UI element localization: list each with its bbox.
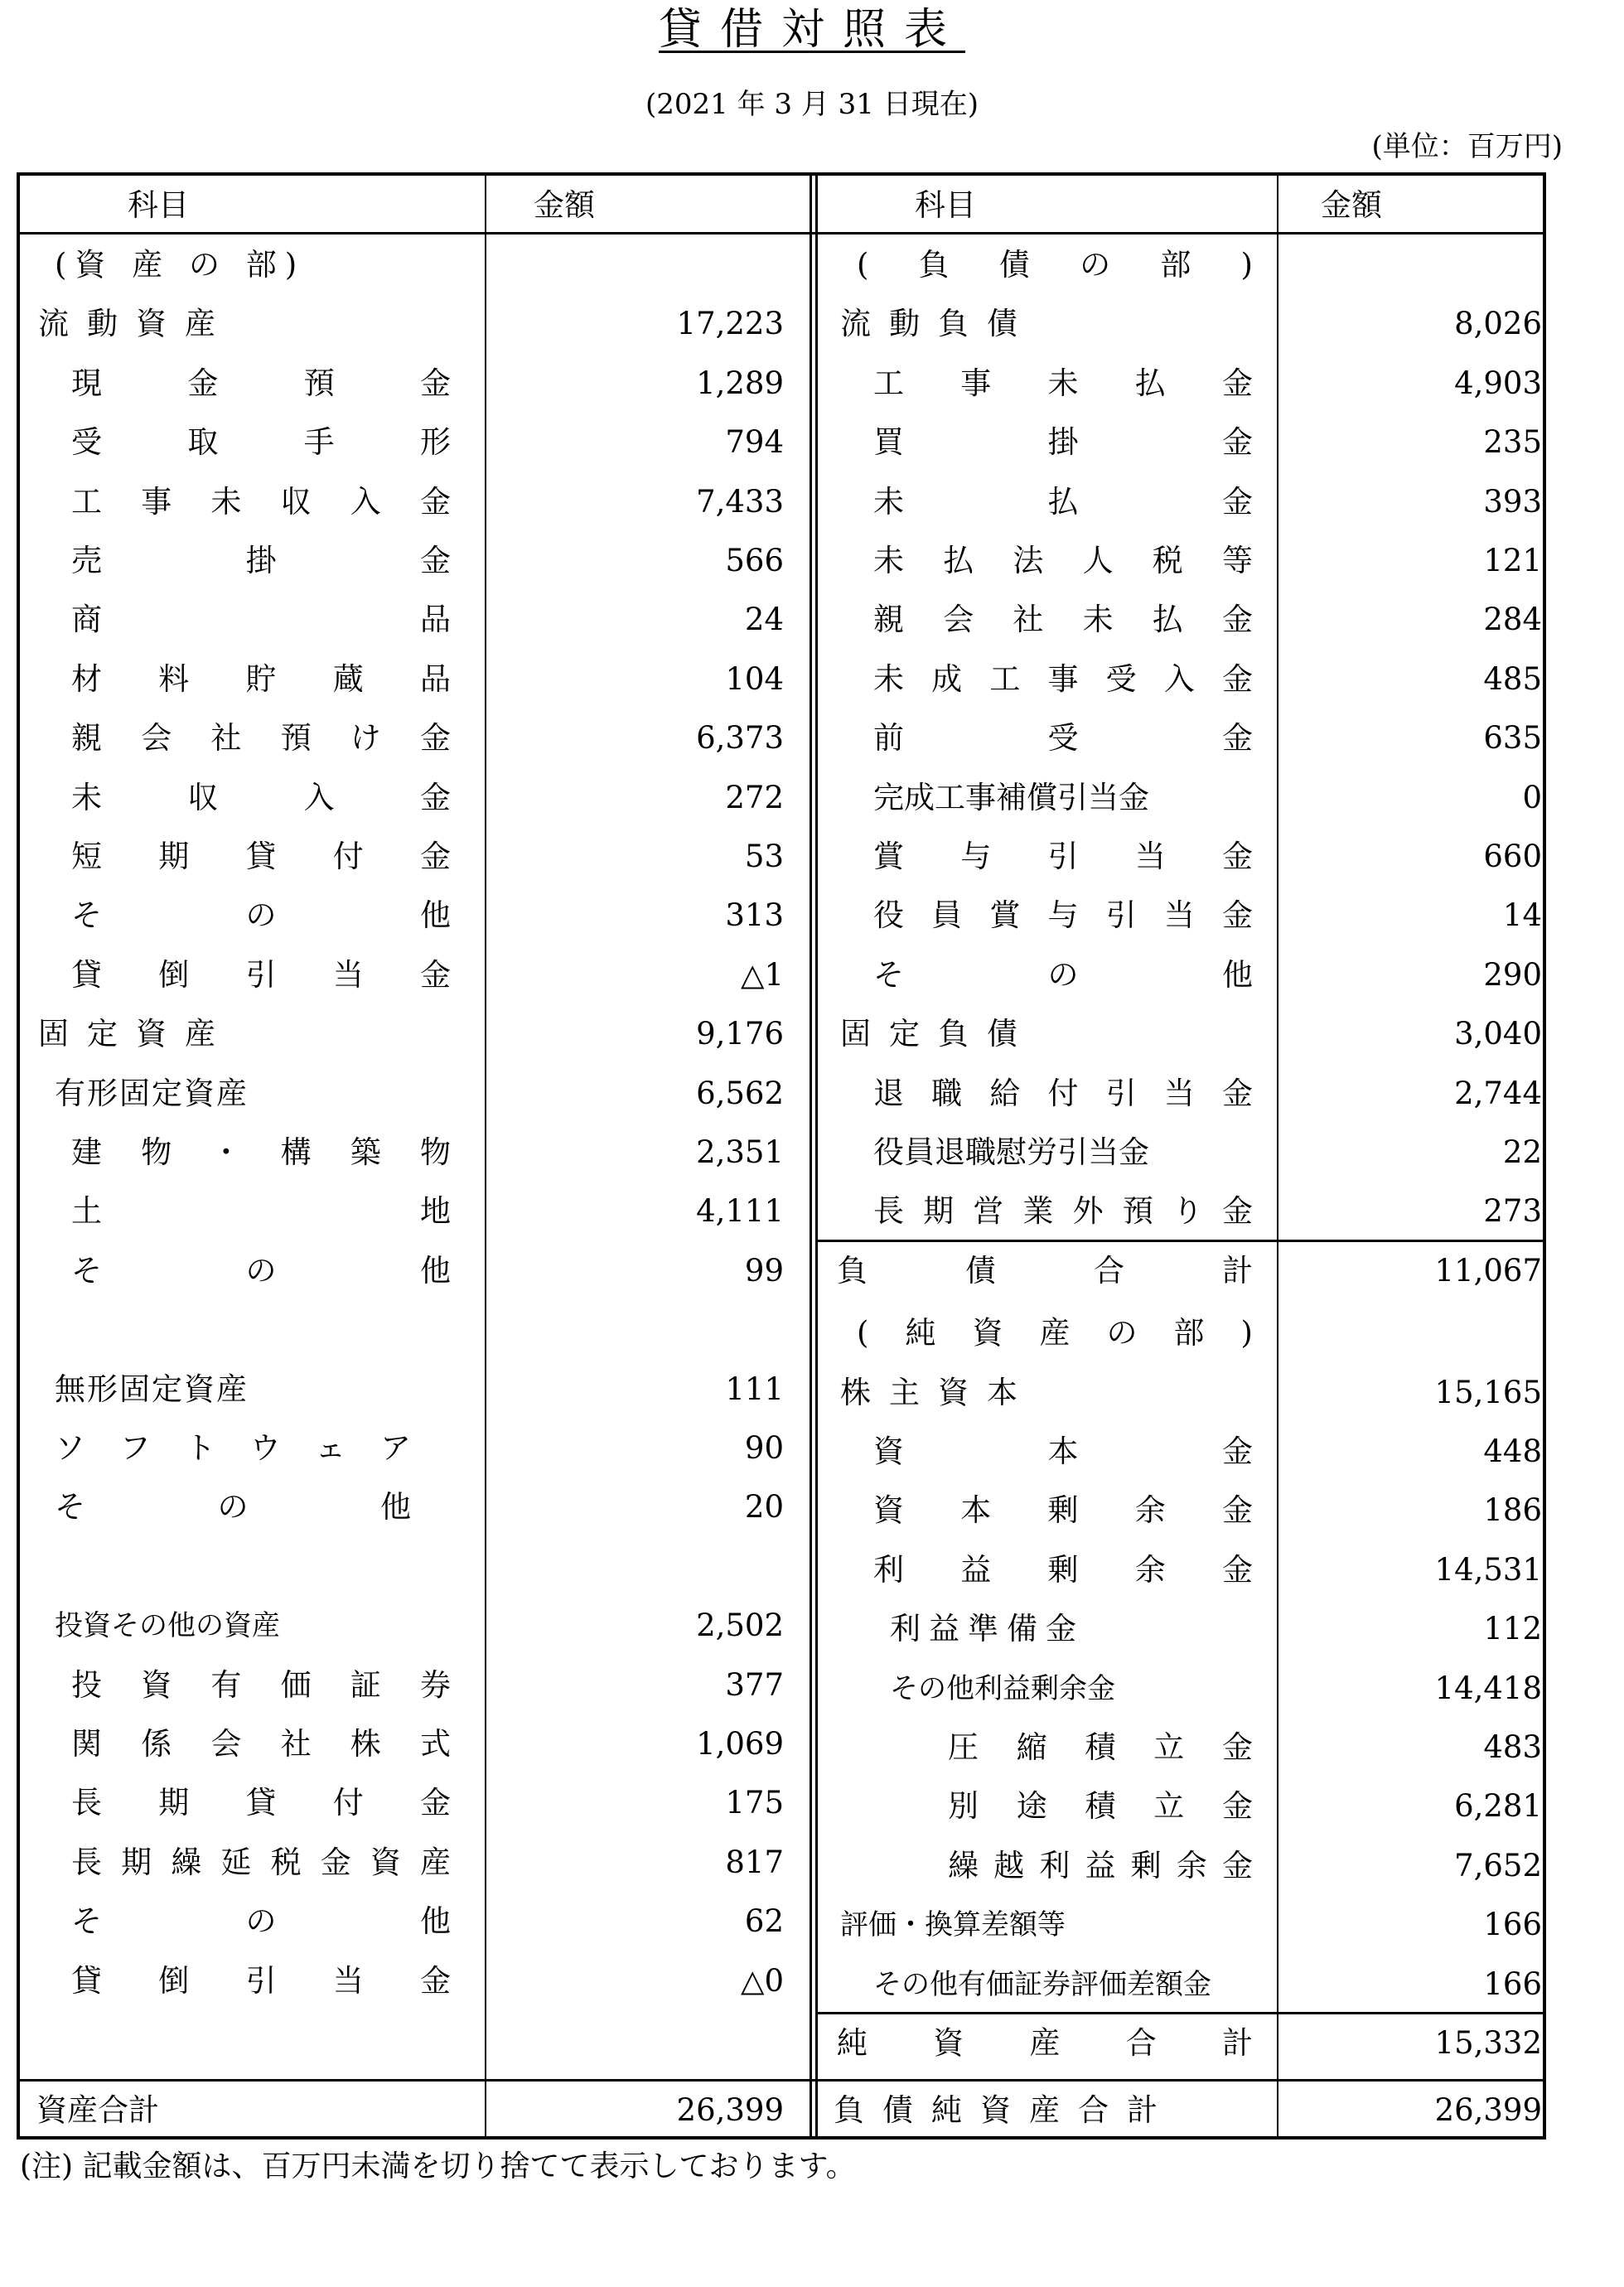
right-row-label: 前 受 金	[873, 720, 1253, 756]
right-row-amount: 7,652	[1454, 1848, 1542, 1883]
left-row-label: 現 金 預 金	[71, 365, 451, 401]
left-row-label: 流動資産	[38, 306, 234, 341]
left-row-amount: 2,351	[696, 1134, 784, 1170]
right-row-label: 未 払 金	[873, 484, 1253, 520]
right-row-label: 未 払 法 人 税 等	[873, 543, 1253, 578]
left-row-label: そ の 他	[55, 1489, 411, 1525]
left-row-amount: 272	[725, 780, 784, 815]
center-divider-inner	[815, 176, 818, 2136]
left-row-label: (資 産 の 部)	[55, 247, 306, 283]
right-row-amount	[1283, 1303, 1542, 1363]
left-row-label: 固定資産	[38, 1016, 234, 1052]
left-row-label: 工 事 未 収 入 金	[71, 484, 451, 520]
right-row-amount: 3,040	[1454, 1016, 1542, 1052]
left-row-amount: 17,223	[676, 306, 784, 341]
right-amount-divider	[1277, 176, 1278, 2136]
right-row-amount	[1283, 235, 1542, 295]
left-row-amount: △0	[741, 1963, 784, 1999]
right-row-amount: 273	[1483, 1193, 1542, 1229]
center-divider	[810, 176, 812, 2136]
left-row-amount: 313	[725, 897, 784, 933]
right-row-label: 買 掛 金	[873, 424, 1253, 460]
left-row-amount: 62	[744, 1903, 784, 1939]
left-row-label: 未 収 入 金	[71, 780, 451, 815]
right-row-label: 利益準備金	[890, 1611, 1085, 1646]
total-assets-label: 資産合計	[36, 2092, 159, 2128]
left-amount-divider	[485, 176, 486, 2136]
right-row-amount: 15,332	[1434, 2025, 1542, 2061]
left-row-amount: 99	[744, 1253, 784, 1289]
right-row-amount: 0	[1522, 780, 1542, 815]
left-row-label: そ の 他	[71, 1253, 451, 1289]
right-row-label: 圧 縮 積 立 金	[948, 1729, 1253, 1765]
left-row-label: 親 会 社 預 け 金	[71, 720, 451, 756]
right-row-amount: 8,026	[1454, 306, 1542, 341]
right-row-label: 株主資本	[840, 1375, 1036, 1410]
left-row-label: 貸 倒 引 当 金	[71, 957, 451, 993]
left-row-label: 受 取 手 形	[71, 424, 451, 460]
right-row-amount: 112	[1483, 1611, 1542, 1646]
right-row-label: 工 事 未 払 金	[873, 365, 1253, 401]
footnote: (注) 記載金額は、百万円未満を切り捨てて表示しております。	[20, 2149, 856, 2183]
right-row-amount: 22	[1502, 1134, 1542, 1170]
right-row-label: ( 純 資 産 の 部 )	[857, 1315, 1253, 1351]
left-row-label: そ の 他	[71, 1903, 451, 1939]
left-row-amount: 817	[725, 1845, 784, 1880]
right-row-label: そ の 他	[873, 957, 1253, 993]
right-row-label: 利 益 剰 余 金	[873, 1552, 1253, 1588]
left-row-label: 商 品	[71, 602, 451, 637]
right-row-amount: 11,067	[1434, 1253, 1542, 1289]
left-row-label: 長 期 貸 付 金	[71, 1785, 451, 1820]
subtotal-divider	[818, 1240, 1543, 1242]
right-row-amount: 14,418	[1434, 1671, 1542, 1706]
left-row-label: 投 資 有 価 証 券	[71, 1667, 451, 1703]
right-row-label: 役員退職慰労引当金	[873, 1134, 1149, 1170]
right-header-kamoku: 科目	[915, 187, 976, 223]
right-row-amount: 290	[1483, 957, 1542, 993]
left-row-amount: 104	[725, 661, 784, 697]
left-row-label: ソ フ ト ウ ェ ア	[55, 1430, 411, 1466]
left-header-kamoku: 科目	[128, 187, 189, 223]
right-row-label: 資 本 剰 余 金	[873, 1492, 1253, 1528]
right-row-label: 完成工事補償引当金	[873, 780, 1149, 815]
right-row-label: 別 途 積 立 金	[948, 1788, 1253, 1824]
left-row-amount	[492, 1537, 784, 1597]
left-row-label: そ の 他	[71, 897, 451, 933]
left-row-amount: 1,069	[696, 1726, 784, 1762]
right-row-amount: 6,281	[1454, 1788, 1542, 1824]
left-row-label: 貸 倒 引 当 金	[71, 1963, 451, 1999]
left-row-amount: 6,562	[696, 1076, 784, 1111]
right-row-amount: 635	[1483, 720, 1542, 756]
left-row-label: 長 期 繰 延 税 金 資 産	[71, 1845, 451, 1880]
left-row-label: 短 期 貸 付 金	[71, 839, 451, 874]
right-row-amount: 186	[1483, 1492, 1542, 1528]
right-row-amount: 166	[1483, 1907, 1542, 1942]
left-row-amount: 7,433	[696, 484, 784, 520]
left-row-amount: 377	[725, 1667, 784, 1703]
left-header-kingaku: 金額	[534, 187, 595, 223]
right-row-label: 長 期 営 業 外 預 り 金	[873, 1193, 1253, 1229]
right-row-label: 純 資 産 合 計	[837, 2025, 1253, 2061]
left-row-amount: △1	[741, 957, 784, 993]
right-row-label: その他利益剰余金	[890, 1672, 1115, 1705]
left-row-amount: 53	[744, 839, 784, 874]
left-row-label: 材 料 貯 蔵 品	[71, 661, 451, 697]
total-liabilities-net-assets-amount: 26,399	[1434, 2092, 1542, 2128]
right-row-amount: 483	[1483, 1729, 1542, 1765]
left-row-amount	[492, 1300, 784, 1360]
left-row-amount	[492, 235, 784, 295]
left-row-label: 無形固定資産	[55, 1371, 249, 1407]
left-row-amount: 175	[725, 1785, 784, 1820]
right-row-label: 未 成 工 事 受 入 金	[873, 661, 1253, 697]
right-row-amount: 393	[1483, 484, 1542, 520]
right-row-amount: 166	[1483, 1966, 1542, 2002]
left-row-amount: 4,111	[696, 1193, 784, 1229]
right-row-amount: 14,531	[1434, 1552, 1542, 1588]
right-row-amount: 4,903	[1454, 365, 1542, 401]
right-row-amount: 284	[1483, 602, 1542, 637]
balance-sheet-table	[17, 172, 1546, 2140]
left-row-amount: 24	[744, 602, 784, 637]
right-row-label: 流動負債	[840, 306, 1036, 341]
total-liabilities-net-assets-label: 負債純資産合計	[834, 2092, 1176, 2128]
left-row-amount: 566	[725, 543, 784, 578]
document-title: 貸借対照表	[658, 5, 965, 55]
left-row-amount: 6,373	[696, 720, 784, 756]
right-row-label: 役 員 賞 与 引 当 金	[873, 897, 1253, 933]
right-row-amount: 121	[1483, 543, 1542, 578]
right-row-amount: 485	[1483, 661, 1542, 697]
left-row-amount: 111	[725, 1371, 784, 1407]
left-row-amount: 2,502	[696, 1608, 784, 1643]
unit-label: (単位：百万円)	[1371, 130, 1563, 163]
left-row-label: 有形固定資産	[55, 1076, 249, 1111]
left-row-label: 売 掛 金	[71, 543, 451, 578]
right-row-label: 退 職 給 付 引 当 金	[873, 1076, 1253, 1111]
right-row-amount: 2,744	[1454, 1076, 1542, 1111]
right-row-label: その他有価証券評価差額金	[873, 1968, 1211, 2001]
right-row-amount: 235	[1483, 424, 1542, 460]
right-row-label: 賞 与 引 当 金	[873, 839, 1253, 874]
right-row-amount: 448	[1483, 1434, 1542, 1469]
right-row-label: 負 債 合 計	[837, 1253, 1253, 1289]
right-row-label: 評価・換算差額等	[840, 1908, 1066, 1941]
right-row-amount: 660	[1483, 839, 1542, 874]
left-row-amount: 794	[725, 424, 784, 460]
right-row-amount: 14	[1502, 897, 1542, 933]
right-row-label: 繰 越 利 益 剰 余 金	[948, 1848, 1253, 1883]
left-row-amount: 1,289	[696, 365, 784, 401]
right-row-label: 資 本 金	[873, 1434, 1253, 1469]
left-row-label: 土 地	[71, 1193, 451, 1229]
left-row-label: 投資その他の資産	[55, 1609, 280, 1642]
right-row-label: 親 会 社 未 払 金	[873, 602, 1253, 637]
left-row-amount: 9,176	[696, 1016, 784, 1052]
left-row-amount: 20	[744, 1489, 784, 1525]
left-row-label: 建 物 ・ 構 築 物	[71, 1134, 451, 1170]
right-header-kingaku: 金額	[1321, 187, 1382, 223]
right-row-label: ( 負 債 の 部 )	[857, 247, 1253, 283]
as-of-date: (2021 年 3 月 31 日現在)	[645, 88, 979, 121]
left-row-label: 関 係 会 社 株 式	[71, 1726, 451, 1762]
subtotal-divider	[818, 2012, 1543, 2014]
left-row-amount: 90	[744, 1430, 784, 1466]
right-row-amount: 15,165	[1434, 1375, 1542, 1410]
total-assets-amount: 26,399	[676, 2092, 784, 2128]
right-row-label: 固定負債	[840, 1016, 1036, 1052]
